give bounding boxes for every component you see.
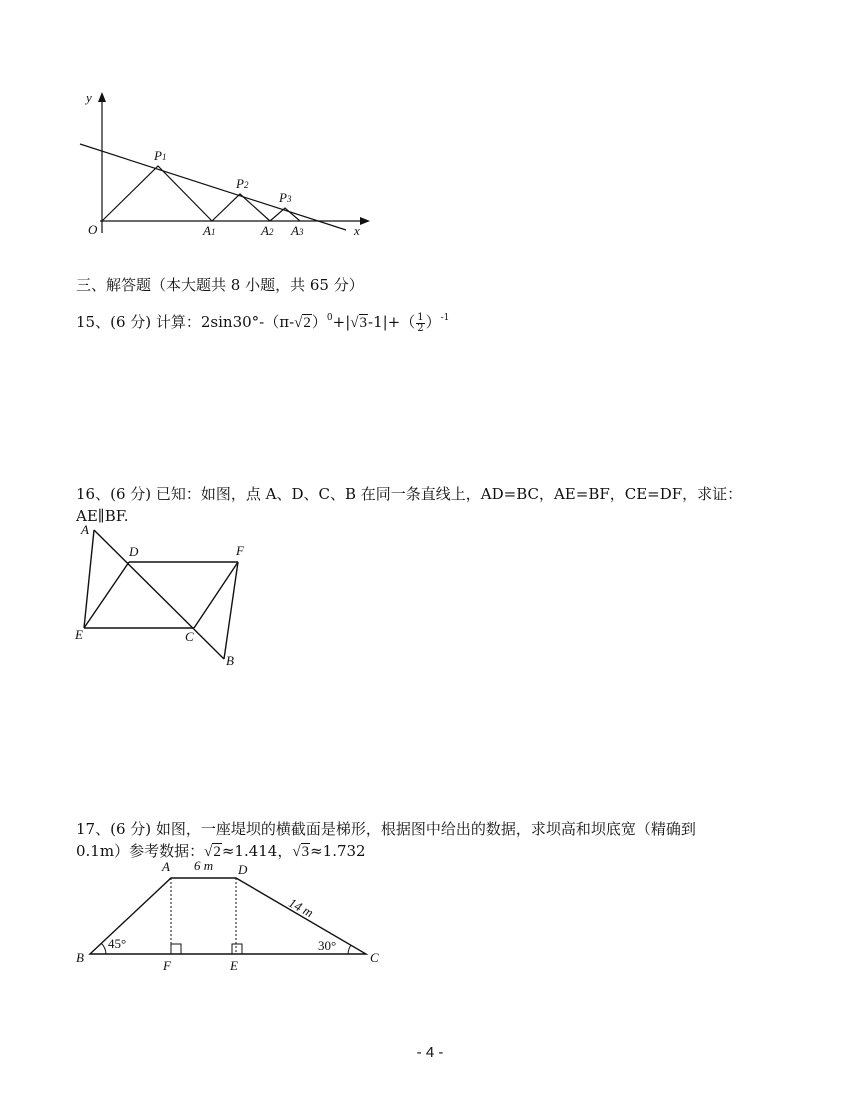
q17-sqrt2: 2: [213, 844, 221, 860]
q17-label-e: E: [230, 958, 238, 973]
q16-label-a: A: [81, 522, 89, 537]
q17-val2: ≈1.414，: [221, 842, 293, 860]
page-number: - 4 -: [416, 1044, 444, 1061]
triangle-1: [102, 166, 212, 221]
q15-fraction: $\frac{1}{2}$: [417, 311, 424, 334]
q17-sqrt-symbol-2: √: [292, 844, 301, 860]
q16-label-c: C: [185, 629, 194, 644]
figure-q16-svg: [72, 522, 252, 672]
y-axis-arrow: [98, 92, 106, 102]
q16-label-f: F: [236, 543, 244, 558]
q17-label-angle-b: 45°: [108, 936, 127, 951]
line-f-b: [224, 562, 238, 659]
q15-sqrt3-symbol: √: [350, 315, 359, 331]
question-17-line1: 17、(6 分) 如图，一座堤坝的横截面是梯形，根据图中给出的数据，求坝高和坝底宽（精确到: [76, 820, 696, 838]
q15-prefix: 15、(6 分) 计算：2sin30°-（π-: [76, 313, 295, 331]
q17-label-c: C: [370, 950, 379, 965]
figure-coordinate-svg: [70, 88, 380, 243]
line-c-f: [194, 562, 238, 628]
right-angle-f: [171, 944, 181, 954]
p1-label: P1: [154, 148, 167, 163]
q17-label-d: D: [238, 862, 248, 877]
line-a-b: [94, 530, 224, 659]
q15-abs-open: +|: [332, 313, 351, 331]
line-e-d: [84, 562, 129, 628]
line-a-e: [84, 530, 94, 628]
q17-label-top: 6 m: [194, 858, 214, 873]
x-axis-label: x: [354, 223, 360, 238]
q15-sqrt-symbol: √: [294, 315, 303, 331]
q15-exp-neg1: -1: [440, 313, 450, 323]
p2-label: P2: [236, 176, 249, 191]
q17-val3: ≈1.732: [310, 842, 366, 860]
question-15: [76, 307, 449, 334]
triangle-2: [212, 194, 270, 221]
origin-label: O: [88, 222, 98, 237]
a1-label: A1: [203, 223, 216, 238]
q15-exp0: 0: [326, 313, 333, 323]
angle-arc-c: [348, 945, 351, 954]
figure-dam-trapezoid: [70, 858, 390, 978]
q16-label-b: B: [226, 653, 234, 668]
question-17-line2: 0.1m）参考数据：√2≈1.414，√3≈1.732: [76, 842, 366, 860]
x-axis-arrow: [360, 217, 370, 225]
y-axis-label: y: [86, 90, 92, 105]
q15-sqrt3: 3: [359, 315, 367, 331]
a2-label: A2: [261, 223, 274, 238]
q15-abs-close: -1|+（: [368, 313, 416, 331]
sloped-line: [80, 144, 346, 230]
question-16-line1: 16、(6 分) 已知：如图，点 A、D、C、B 在同一条直线上，AD=BC，AE=BF，CE=DF，求证：: [76, 485, 743, 503]
question-16-line2: AE∥BF.: [76, 507, 129, 525]
q17-label-b: B: [76, 950, 84, 965]
right-angle-e: [232, 944, 242, 954]
q17-label-a: A: [162, 859, 170, 874]
q17-label-f: F: [163, 958, 171, 973]
q17-sqrt-symbol-1: √: [204, 844, 213, 860]
q17-label-angle-c: 30°: [318, 938, 337, 953]
q15-sqrt2: 2: [303, 315, 311, 331]
angle-arc-b: [101, 943, 106, 954]
p3-label: P3: [279, 190, 292, 205]
section-heading: 三、解答题（本大题共 8 小题，共 65 分）: [76, 276, 364, 294]
q16-label-e: E: [75, 627, 83, 642]
q15-after-sqrt2: ）: [311, 313, 327, 331]
figure-coordinate-triangles: [70, 88, 380, 243]
q15-close: ）: [425, 313, 441, 331]
figure-q16: [72, 522, 252, 672]
a3-label: A3: [291, 223, 304, 238]
q17-label-side: 14 m: [286, 894, 316, 921]
q17-sqrt3: 3: [301, 844, 310, 860]
q16-label-d: D: [129, 544, 139, 559]
